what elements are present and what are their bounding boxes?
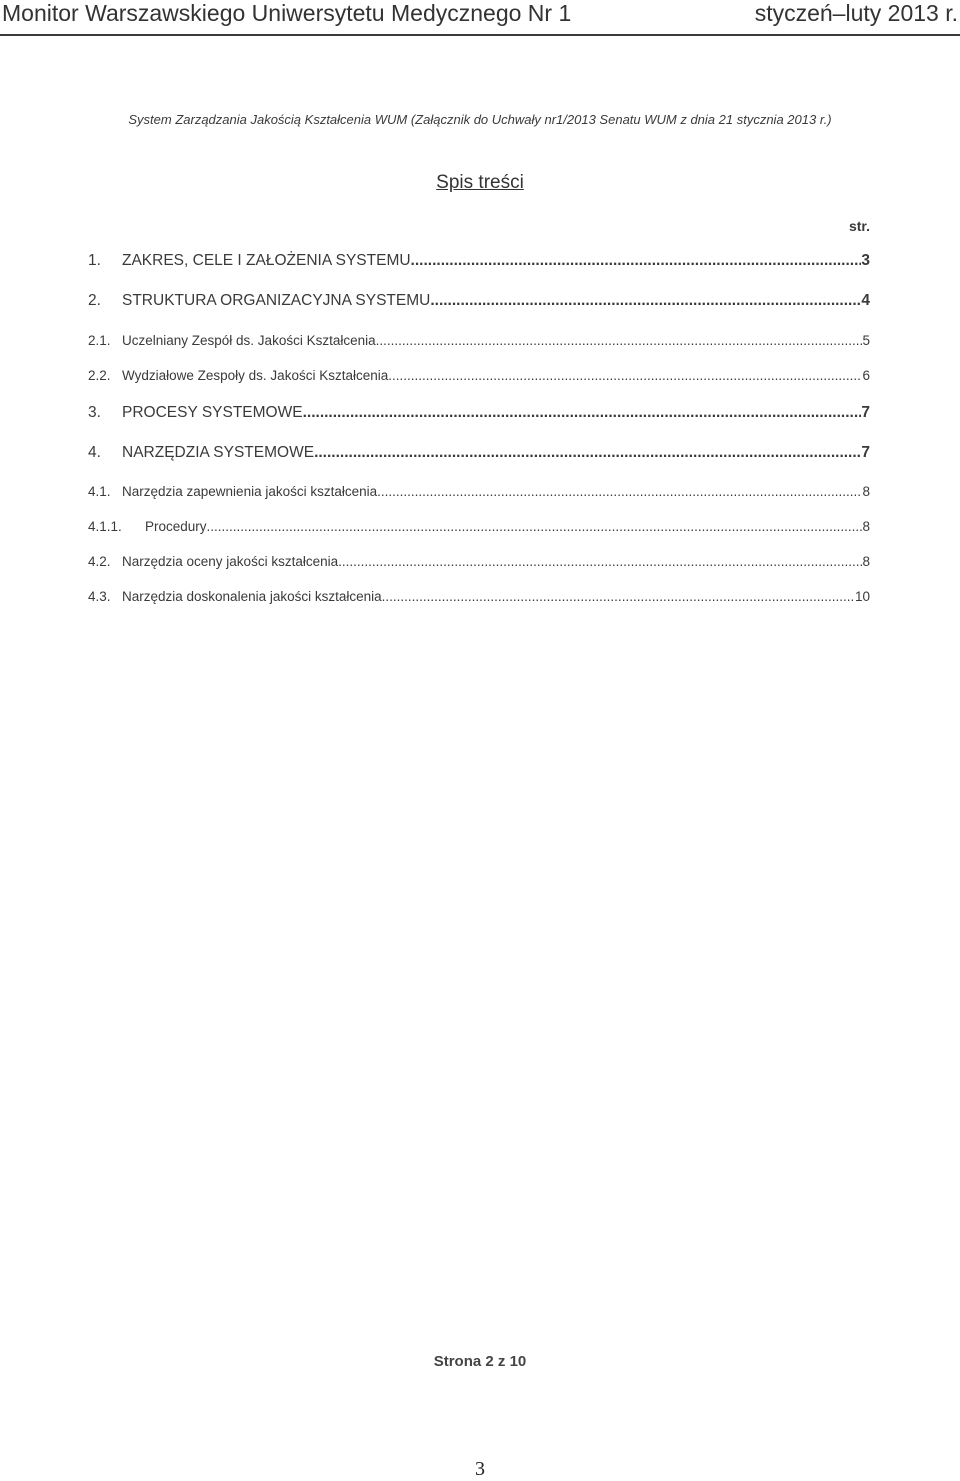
toc-leader-dots xyxy=(411,252,862,270)
toc-leader-dots xyxy=(377,484,862,499)
toc-entry-page: 7 xyxy=(861,404,870,421)
toc-entry-number: 4. xyxy=(88,444,101,461)
toc-entry-number: 2.1. xyxy=(88,333,111,348)
toc-entry-page: 8 xyxy=(862,519,870,534)
toc-entry-page: 4 xyxy=(861,292,870,309)
toc-entry-number: 3. xyxy=(88,404,101,421)
toc-entry-number: 2.2. xyxy=(88,368,111,383)
page-footer-strona: Strona 2 z 10 xyxy=(433,1353,527,1370)
toc-leader-dots xyxy=(314,444,861,462)
page-number: 3 xyxy=(475,1458,485,1480)
document-subtitle: System Zarządzania Jakością Kształcenia WUM (Załącznik do Uchwały nr1/2013 Senatu WUM z dnia 21 stycznia 2013 r.) xyxy=(128,112,832,127)
toc-entry-title: Narzędzia doskonalenia jakości kształcenia xyxy=(122,589,382,604)
toc-entry-3[interactable] xyxy=(88,404,870,422)
masthead-date: styczeń–luty 2013 r. xyxy=(754,0,958,26)
page-column-label: str. xyxy=(848,218,870,234)
toc-entry-title: PROCESY SYSTEMOWE xyxy=(122,404,303,421)
toc-heading: Spis treści xyxy=(436,172,524,193)
masthead-title: Monitor Warszawskiego Uniwersytetu Medycznego Nr 1 xyxy=(2,0,572,26)
toc-entry-title: STRUKTURA ORGANIZACYJNA SYSTEMU xyxy=(122,292,431,309)
toc-entry-4-3[interactable] xyxy=(88,589,870,604)
toc-entry-4-2[interactable] xyxy=(88,554,870,569)
toc-entry-number: 2. xyxy=(88,292,101,309)
toc-entry-page: 10 xyxy=(854,589,870,604)
toc-leader-dots xyxy=(303,404,862,422)
toc-leader-dots xyxy=(207,519,863,534)
toc-entry-title: Procedury xyxy=(145,519,207,534)
toc-entry-page: 6 xyxy=(862,368,870,383)
toc-entry-2[interactable] xyxy=(88,292,870,310)
toc-leader-dots xyxy=(338,554,862,569)
toc-entry-4[interactable] xyxy=(88,444,870,462)
toc-leader-dots xyxy=(376,333,863,348)
toc-entry-page: 5 xyxy=(862,333,870,348)
toc-leader-dots xyxy=(430,292,861,310)
toc-entry-title: Narzędzia zapewnienia jakości kształcenia xyxy=(122,484,378,499)
toc-entry-title: Narzędzia oceny jakości kształcenia xyxy=(122,554,339,569)
toc-entry-4-1-1[interactable] xyxy=(88,519,870,534)
toc-entry-2-1[interactable] xyxy=(88,333,870,348)
toc-leader-dots xyxy=(388,368,862,383)
toc-entry-number: 4.1.1. xyxy=(88,519,122,534)
masthead xyxy=(0,0,960,36)
toc-entry-number: 4.2. xyxy=(88,554,111,569)
toc-entry-number: 4.1. xyxy=(88,484,111,499)
toc-entry-title: NARZĘDZIA SYSTEMOWE xyxy=(122,444,315,461)
toc-entry-2-2[interactable] xyxy=(88,368,870,383)
toc-entry-number: 4.3. xyxy=(88,589,111,604)
toc-entry-number: 1. xyxy=(88,252,101,269)
toc-entry-title: Uczelniany Zespół ds. Jakości Kształcenia xyxy=(122,333,376,348)
toc-entry-page: 8 xyxy=(862,484,870,499)
toc-entry-page: 3 xyxy=(861,252,870,269)
toc-leader-dots xyxy=(382,589,855,604)
toc-entry-1[interactable] xyxy=(88,252,870,270)
toc-entry-title: Wydziałowe Zespoły ds. Jakości Kształcenia xyxy=(122,368,389,383)
toc-entry-page: 7 xyxy=(861,444,870,461)
toc-entry-page: 8 xyxy=(862,554,870,569)
toc-entry-4-1[interactable] xyxy=(88,484,870,499)
toc-entry-title: ZAKRES, CELE I ZAŁOŻENIA SYSTEMU xyxy=(122,252,411,269)
